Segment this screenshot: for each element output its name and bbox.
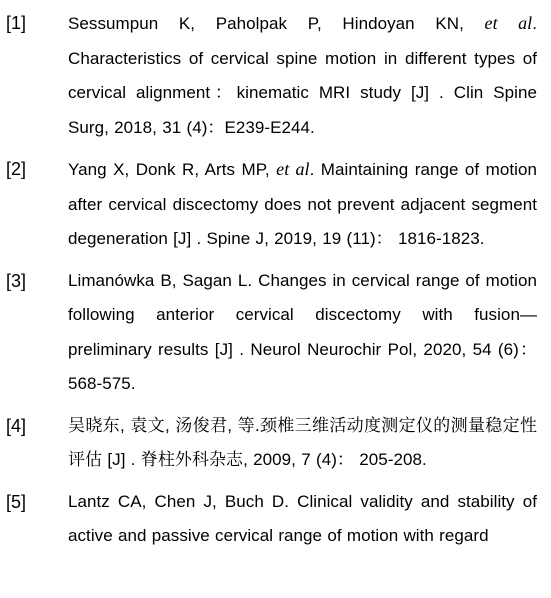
reference-text: [68, 6, 537, 145]
reference-citation: Lantz CA, Chen J, Buch D. Clinical validity and stability of active and passive cervical range of motion with regard: [68, 491, 537, 545]
reference-citation: . Characteristics of cervical spine motion in different types of cervical alignment：kinematic MRI study [J] . Clin Spine Surg, 2018, 31 (4)：E239-E244.: [68, 14, 537, 137]
reference-citation: 吴晓东, 袁文, 汤俊君, 等.颈椎三维活动度测定仪的测量稳定性评估 [J] . 脊柱外科杂志, 2009, 7 (4)： 205-208.: [68, 415, 537, 469]
reference-item: [0, 152, 551, 257]
reference-number: [1]: [6, 13, 27, 33]
reference-number: [3]: [6, 270, 27, 291]
reference-text: [68, 264, 537, 402]
reference-number: [2]: [6, 159, 27, 179]
reference-authors: Sessumpun K, Paholpak P, Hindoyan KN,: [68, 14, 485, 33]
reference-etal: et al: [276, 159, 310, 179]
reference-text: [68, 409, 537, 478]
reference-item: [0, 485, 551, 554]
reference-citation: Limanówka B, Sagan L. Changes in cervical range of motion following anterior cervical discectomy with fusion—preliminary results [J] . Neurol Neurochir Pol, 2020, 54 (6)：568-575.: [68, 270, 537, 393]
reference-etal: et al: [484, 13, 533, 33]
reference-number: [5]: [6, 491, 27, 512]
reference-item: [0, 6, 551, 145]
reference-number: [4]: [6, 415, 27, 436]
reference-citation: . Maintaining range of motion after cervical discectomy does not prevent adjacent segment degeneration [J] . Spine J, 2019, 19 (11)： 1816-1823.: [68, 160, 537, 248]
reference-authors: Yang X, Donk R, Arts MP,: [68, 160, 277, 179]
reference-text: [68, 152, 537, 257]
reference-item: [0, 264, 551, 402]
reference-item: [0, 409, 551, 478]
reference-text: [68, 485, 537, 554]
reference-list: [0, 6, 551, 561]
